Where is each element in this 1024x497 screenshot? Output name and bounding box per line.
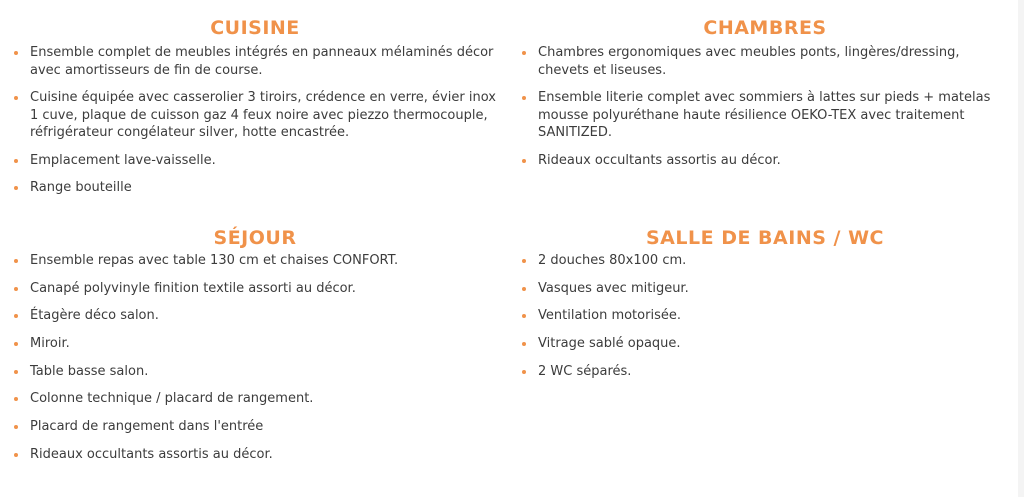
bullet-icon [522, 342, 526, 346]
list-item-text: Placard de rangement dans l'entrée [30, 419, 264, 435]
bullet-icon [522, 259, 526, 263]
cuisine-heading: CUISINE [210, 17, 300, 39]
cuisine-list [30, 44, 500, 207]
right-edge-strip [1018, 0, 1024, 497]
list-item [538, 152, 1008, 170]
list-item [538, 44, 1008, 79]
bullet-icon [522, 51, 526, 55]
list-item-text: Chambres ergonomiques avec meubles ponts, lingères/dressing, chevets et liseuses. [538, 45, 960, 78]
list-item [538, 363, 1008, 381]
bullet-icon [14, 51, 18, 55]
salle-de-bains-list [538, 252, 1008, 390]
list-item-text: Table basse salon. [30, 363, 149, 379]
bullet-icon [14, 186, 18, 190]
bullet-icon [14, 96, 18, 100]
list-item-text: 2 douches 80x100 cm. [538, 253, 687, 268]
list-item-text: Étagère déco salon. [30, 308, 159, 324]
list-item-text: Rideaux occultants assortis au décor. [538, 152, 781, 168]
list-item-text: Ensemble complet de meubles intégrés en panneaux mélaminés décor avec amortisseurs de fin de course. [30, 45, 494, 78]
list-item [538, 89, 1008, 142]
list-item [30, 179, 500, 197]
bullet-icon [14, 314, 18, 318]
list-item [538, 280, 1008, 298]
list-item [538, 307, 1008, 325]
list-item [30, 307, 500, 325]
list-item-text: Ensemble literie complet avec sommiers à lattes sur pieds + matelas mousse polyuréthane haute résilience OEKO-TEX avec traitement SANITIZED. [538, 90, 991, 140]
list-item-text: 2 WC séparés. [538, 363, 632, 379]
bullet-icon [522, 159, 526, 163]
list-item [30, 280, 500, 298]
salle-de-bains-heading: SALLE DE BAINS / WC [646, 227, 884, 249]
sejour-heading: SÉJOUR [213, 227, 297, 249]
list-item-text: Cuisine équipée avec casserolier 3 tiroirs, crédence en verre, évier inox 1 cuve, plaque de cuisson gaz 4 feux noire avec piezzo thermocouple, réfrigérateur congélateur silver, hotte encastrée. [30, 90, 496, 140]
bullet-icon [14, 453, 18, 457]
list-item [30, 363, 500, 381]
bullet-icon [14, 425, 18, 429]
list-item [30, 89, 500, 142]
bullet-icon [522, 314, 526, 318]
bullet-icon [14, 259, 18, 263]
list-item [30, 390, 500, 408]
chambres-heading: CHAMBRES [703, 17, 827, 39]
bullet-icon [522, 370, 526, 374]
list-item [30, 418, 500, 436]
bullet-icon [14, 397, 18, 401]
list-item-text: Colonne technique / placard de rangement. [30, 391, 314, 407]
list-item-text: Range bouteille [30, 180, 132, 195]
bullet-icon [14, 159, 18, 163]
list-item [538, 252, 1008, 270]
chambres-list [538, 44, 1008, 179]
list-item-text: Ventilation motorisée. [538, 308, 681, 324]
list-item-text: Miroir. [30, 336, 70, 352]
list-item [30, 44, 500, 79]
list-item [30, 446, 500, 464]
list-item-text: Vasques avec mitigeur. [538, 280, 689, 296]
bullet-icon [522, 287, 526, 291]
bullet-icon [14, 370, 18, 374]
list-item [30, 252, 500, 270]
list-item-text: Vitrage sablé opaque. [538, 336, 681, 352]
bullet-icon [14, 342, 18, 346]
bullet-icon [14, 287, 18, 291]
bullet-icon [522, 96, 526, 100]
list-item-text: Rideaux occultants assortis au décor. [30, 446, 273, 462]
list-item-text: Canapé polyvinyle finition textile assorti au décor. [30, 280, 356, 296]
sejour-list [30, 252, 500, 474]
list-item [30, 335, 500, 353]
list-item-text: Emplacement lave-vaisselle. [30, 152, 216, 168]
list-item-text: Ensemble repas avec table 130 cm et chaises CONFORT. [30, 253, 399, 268]
list-item [30, 152, 500, 170]
list-item [538, 335, 1008, 353]
